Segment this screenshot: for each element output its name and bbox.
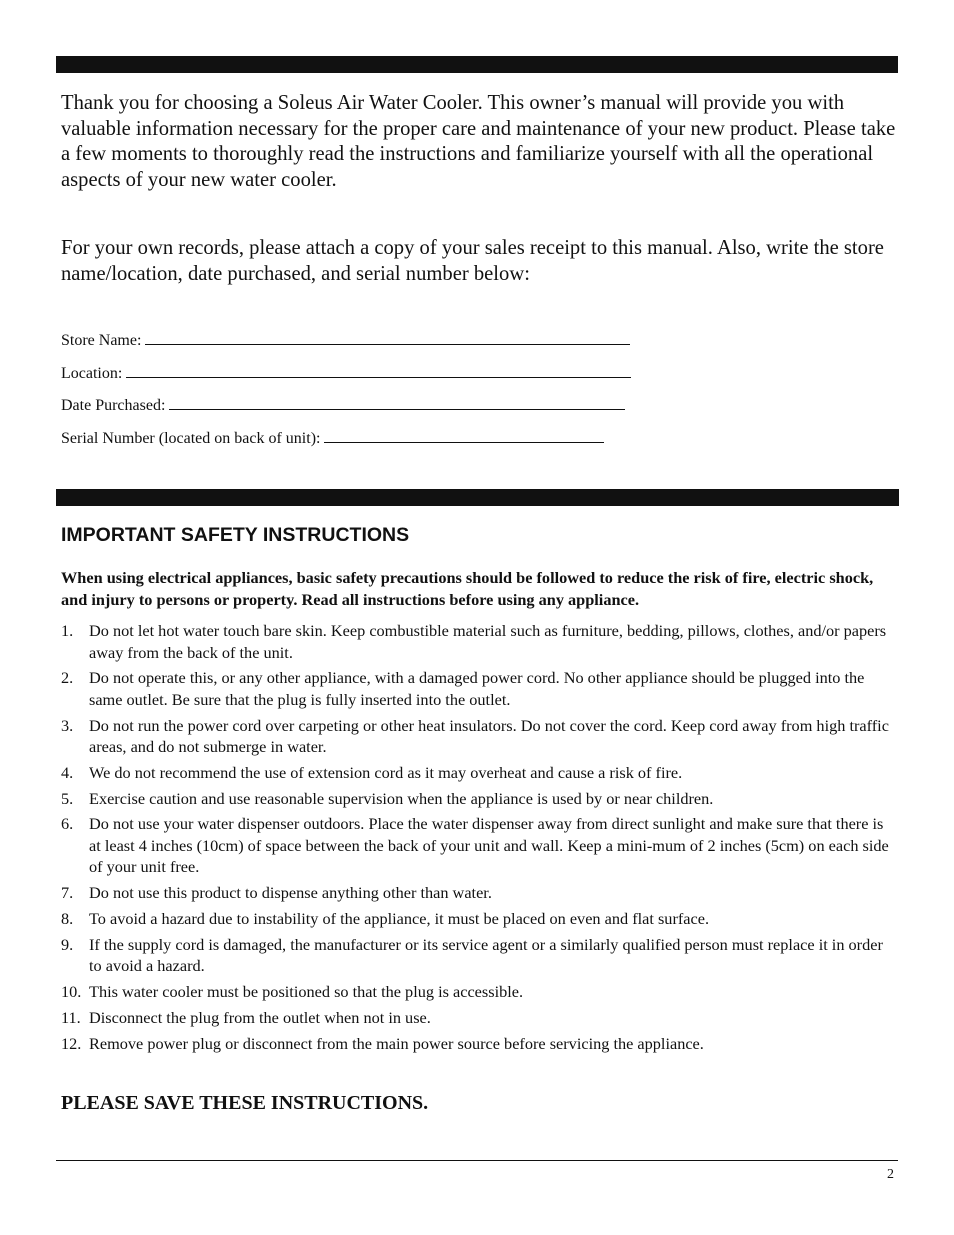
item-text: To avoid a hazard due to instability of the appliance, it must be placed on even and flat surface.: [89, 909, 710, 929]
records-paragraph: For your own records, please attach a copy of your sales receipt to this manual. Also, write the store name/location, date purchased, and serial number below:: [61, 237, 884, 285]
section-divider-bar: [56, 489, 899, 506]
list-item: [61, 620, 891, 663]
field-label: Date Purchased:: [61, 397, 166, 414]
intro-paragraph: Thank you for choosing a Soleus Air Water Cooler. This owner’s manual will provide you with valuable information necessary for the proper care and maintenance of your new product. Please take a few moments to thoroughly read the instructions and familiarize yourself with all the operational aspects of your new water cooler.: [61, 92, 896, 191]
list-item: [61, 667, 891, 710]
item-number: 1.: [61, 621, 74, 640]
page-number: 2: [887, 1167, 894, 1182]
list-item: [61, 908, 891, 930]
save-instructions-notice: PLEASE SAVE THESE INSTRUCTIONS.: [61, 1092, 429, 1114]
serial-number-field[interactable]: [61, 427, 661, 460]
field-label: Serial Number (located on back of unit):: [61, 429, 321, 447]
item-text: If the supply cord is damaged, the manufacturer or its service agent or a similarly qualified person must replace it in order to avoid a hazard.: [89, 934, 883, 976]
store-name-field[interactable]: [61, 329, 661, 362]
footer-rule: [56, 1160, 898, 1161]
item-number: 12.: [61, 1033, 82, 1053]
safety-heading: IMPORTANT SAFETY INSTRUCTIONS: [61, 524, 410, 546]
item-number: 11.: [61, 1007, 81, 1027]
list-item: [61, 813, 891, 878]
list-item: [61, 1007, 891, 1029]
list-item: [61, 934, 891, 977]
record-fields: [61, 329, 661, 459]
item-text: We do not recommend the use of extension cord as it may overheat and cause a risk of fire.: [89, 762, 683, 782]
fill-in-line[interactable]: [169, 394, 625, 410]
fill-in-line[interactable]: [145, 329, 630, 345]
fill-in-line[interactable]: [324, 427, 604, 443]
item-number: 6.: [61, 814, 74, 834]
item-number: 4.: [61, 762, 74, 782]
item-number: 3.: [61, 715, 74, 735]
location-field[interactable]: [61, 362, 661, 395]
item-text: Do not use this product to dispense anything other than water.: [89, 883, 492, 903]
safety-warning: When using electrical appliances, basic safety precautions should be followed to reduce the risk of fire, electric shock, and injury to persons or property. Read all instructions before using any appliance.: [61, 568, 874, 609]
list-item: [61, 762, 891, 784]
item-text: This water cooler must be positioned so that the plug is accessible.: [89, 982, 524, 1002]
field-label: Store Name:: [61, 332, 142, 349]
item-text: Disconnect the plug from the outlet when not in use.: [89, 1007, 431, 1027]
item-text: Exercise caution and use reasonable supervision when the appliance is used by or near children.: [89, 788, 714, 808]
item-text: Remove power plug or disconnect from the main power source before servicing the appliance.: [89, 1033, 704, 1053]
safety-list: [61, 620, 891, 1059]
item-text: Do not let hot water touch bare skin. Keep combustible material such as furniture, bedding, pillows, clothes, and/or papers away from the back of the unit.: [89, 621, 887, 662]
list-item: [61, 882, 891, 904]
list-item: [61, 1033, 891, 1055]
field-label: Location:: [61, 364, 123, 382]
date-purchased-field[interactable]: [61, 394, 661, 427]
item-text: Do not run the power cord over carpeting or other heat insulators. Do not cover the cord. Keep cord away from high traffic areas, and do not submerge in water.: [89, 715, 889, 757]
item-text: Do not operate this, or any other appliance, with a damaged power cord. No other appliance should be plugged into the same outlet. Be sure that the plug is fully inserted into the outlet.: [89, 668, 865, 709]
fill-in-line[interactable]: [126, 362, 631, 378]
item-text: Do not use your water dispenser outdoors. Place the water dispenser away from direct sunlight and make sure that there is at least 4 inches (10cm) of space between the back of your unit and wall. Keep a mini-mum of 2 inches (5cm) on each side of your unit free.: [89, 814, 889, 877]
item-number: 2.: [61, 668, 74, 688]
list-item: [61, 981, 891, 1003]
top-header-bar: [56, 56, 898, 73]
list-item: [61, 715, 891, 758]
item-number: 10.: [61, 982, 82, 1002]
list-item: [61, 788, 891, 810]
item-number: 9.: [61, 934, 74, 954]
item-number: 8.: [61, 909, 74, 929]
item-number: 7.: [61, 883, 74, 903]
item-number: 5.: [61, 788, 74, 808]
